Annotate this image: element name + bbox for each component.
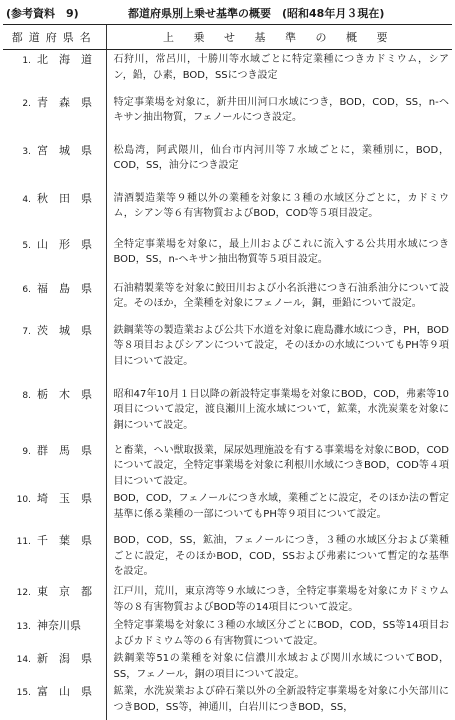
row-number: 7. xyxy=(22,326,31,337)
prefecture-name: 北 海 道 xyxy=(37,53,92,66)
table-row xyxy=(3,649,452,682)
summary-cell: 鉄鋼業等の製造業および公共下水道を対象に鹿島灘水域につき，PH，BOD等８項目およびシアンについて設定，そのほかの水域についてもPH等９項目について設定。 xyxy=(106,321,452,385)
summary-cell: 鉄鋼業等51の業種を対象に信濃川水域および関川水域についてBOD，SS，フェノール，銅の項目について設定。 xyxy=(106,649,452,682)
table-row xyxy=(3,385,452,441)
row-number: 13. xyxy=(16,622,31,632)
column-header-prefecture: 都道府県名 xyxy=(3,25,106,50)
prefecture-name: 千 葉 県 xyxy=(37,534,92,547)
prefecture-name: 山 形 県 xyxy=(37,237,92,251)
table-row xyxy=(3,50,452,93)
document-header xyxy=(6,5,449,21)
table-row xyxy=(3,279,452,321)
prefecture-cell xyxy=(3,616,106,649)
column-header-summary: 上 乗 せ 基 準 の 概 要 xyxy=(106,25,452,50)
prefecture-name: 埼 玉 県 xyxy=(37,492,92,505)
table-row xyxy=(3,321,452,385)
prefecture-cell xyxy=(3,649,106,682)
row-number: 15. xyxy=(16,688,31,698)
prefecture-name: 茨 城 県 xyxy=(37,323,92,337)
prefecture-name: 神奈川県 xyxy=(37,619,81,632)
prefecture-cell xyxy=(3,50,106,93)
prefecture-name: 秋 田 県 xyxy=(37,191,92,205)
row-number: 14. xyxy=(16,655,31,665)
table-row xyxy=(3,489,452,531)
summary-cell: BOD，COD，SS，鉱油，フェノールにつき，３種の水域区分および業種ごとに設定，そのほかBOD，COD，SSおよび弗素について暫定的な基準を設定。 xyxy=(106,531,452,582)
prefecture-cell xyxy=(3,141,106,189)
summary-cell: 松島湾，阿武隈川，仙台市内河川等７水域ごとに，業種別に，BOD，COD，SS，油分につき設定 xyxy=(106,141,452,189)
prefecture-cell xyxy=(3,385,106,441)
reference-label: (参考資料 9) xyxy=(6,7,79,20)
prefecture-name: 青 森 県 xyxy=(37,95,92,109)
prefecture-name: 群 馬 県 xyxy=(37,443,92,457)
summary-cell: 全特定事業場を対象に３種の水域区分ごとにBOD，COD，SS等14項目およびカドミウム等の６有害物質について設定。 xyxy=(106,616,452,649)
summary-cell: と畜業，へい獣取扱業，屎尿処理施設を有する事業場を対象にBOD，CODについて設定，全特定事業場を対象に利根川水域につきBOD，COD等４項目について設定。 xyxy=(106,441,452,490)
prefecture-cell xyxy=(3,189,106,235)
table-row xyxy=(3,582,452,616)
row-number: 9. xyxy=(22,446,31,457)
table-row xyxy=(3,189,452,235)
summary-cell: 石狩川，常呂川，十勝川等水域ごとに特定業種につきカドミウム，シアン，鉛，ひ素，BOD，SSにつき設定 xyxy=(106,50,452,93)
summary-cell: BOD，COD，フェノールにつき水域，業種ごとに設定，そのほか法の暫定基準に係る業種の一部についてもPH等９項目について設定。 xyxy=(106,489,452,531)
table-row xyxy=(3,235,452,279)
row-number: 4. xyxy=(22,194,31,205)
row-number: 8. xyxy=(22,390,31,401)
prefecture-name: 栃 木 県 xyxy=(37,387,92,401)
prefecture-name: 東 京 都 xyxy=(37,585,92,598)
summary-cell: 全特定事業場を対象に，最上川およびこれに流入する公共用水域につきBOD，SS，n-ヘキサン抽出物質等５項目設定。 xyxy=(106,235,452,279)
row-number: 1. xyxy=(22,56,31,66)
table-row xyxy=(3,141,452,189)
prefecture-cell xyxy=(3,582,106,616)
table-header-row xyxy=(3,25,452,50)
standards-table xyxy=(3,24,452,720)
row-number: 5. xyxy=(22,240,31,251)
document-title: 都道府県別上乗せ基準の概要 (昭和48年月３現在) xyxy=(128,7,385,20)
prefecture-name: 福 島 県 xyxy=(37,281,92,295)
prefecture-name: 新 潟 県 xyxy=(37,652,92,665)
summary-cell: 鉱業，水洗炭業および砕石業以外の全新設特定事業場を対象に小矢部川につきBOD，SS等，神通川，白岩川につきBOD，SS， xyxy=(106,682,452,720)
summary-cell: 清酒製造業等９種以外の業種を対象に３種の水域区分ごとに，カドミウム，シアン等６有害物質およびBOD，COD等５項目設定。 xyxy=(106,189,452,235)
table-row xyxy=(3,531,452,582)
prefecture-cell xyxy=(3,441,106,490)
row-number: 2. xyxy=(22,98,31,109)
prefecture-name: 宮 城 県 xyxy=(37,143,92,157)
summary-cell: 江戸川，荒川，東京湾等９水域につき，全特定事業場を対象にカドミウム等の８有害物質およびBOD等の14項目について設定。 xyxy=(106,582,452,616)
prefecture-name: 富 山 県 xyxy=(37,685,92,698)
prefecture-cell xyxy=(3,279,106,321)
row-number: 6. xyxy=(22,284,31,295)
prefecture-cell xyxy=(3,235,106,279)
prefecture-cell xyxy=(3,531,106,582)
prefecture-cell xyxy=(3,93,106,141)
table-row xyxy=(3,682,452,720)
prefecture-cell xyxy=(3,682,106,720)
row-number: 12. xyxy=(16,588,31,598)
prefecture-cell xyxy=(3,489,106,531)
row-number: 10. xyxy=(16,495,31,505)
table-row xyxy=(3,93,452,141)
table-row xyxy=(3,616,452,649)
summary-cell: 昭和47年10月１日以降の新設特定事業場を対象にBOD，COD，弗素等10項目について設定，渡良瀬川上流水域について，鉱業，水洗炭業を対象に銅について設定。 xyxy=(106,385,452,441)
summary-cell: 特定事業場を対象に，新井田川河口水域につき，BOD，COD，SS，n-ヘキサン抽出物質，フェノールにつき設定。 xyxy=(106,93,452,141)
row-number: 11. xyxy=(16,537,31,547)
row-number: 3. xyxy=(22,146,31,157)
table-row xyxy=(3,441,452,490)
summary-cell: 石油精製業等を対象に鮫田川および小名浜港につき石油系油分について設定。そのほか，全業種を対象にフェノール，銅，亜鉛について設定。 xyxy=(106,279,452,321)
prefecture-cell xyxy=(3,321,106,385)
